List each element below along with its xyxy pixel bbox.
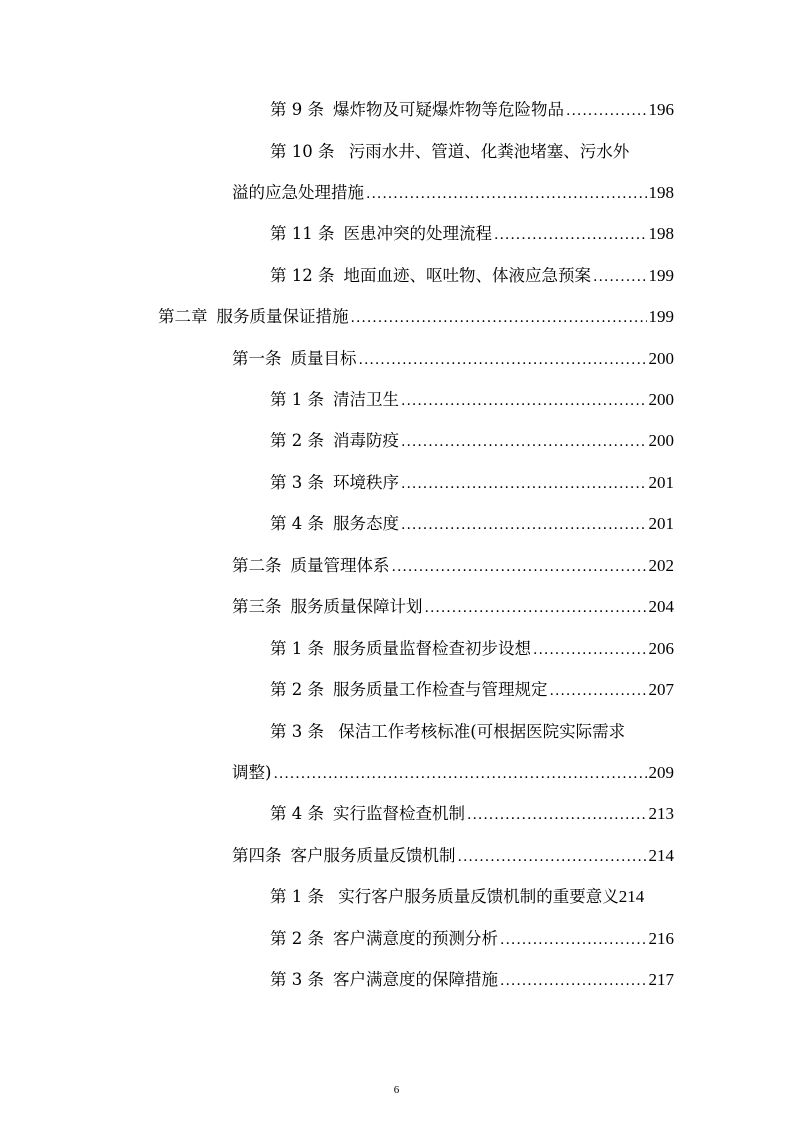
toc-entry[interactable] [270, 511, 674, 537]
leader-dots [467, 802, 647, 828]
toc-entry[interactable] [270, 428, 674, 454]
toc-entry[interactable] [270, 470, 674, 496]
toc-entry-title: 质量目标 [290, 349, 357, 368]
leader-dots [366, 181, 647, 207]
toc-entry[interactable] [270, 801, 674, 827]
toc-entry-page: 202 [648, 556, 674, 575]
toc-entry[interactable] [270, 926, 674, 952]
toc-entry-label: 第 9 条 [270, 100, 324, 119]
toc-entry-label: 第 2 条 [270, 680, 324, 699]
toc-entry-page: 196 [648, 100, 674, 119]
leader-dots [550, 678, 647, 704]
toc-entry-continuation[interactable] [232, 760, 674, 786]
toc-entry[interactable] [270, 387, 674, 413]
leader-dots [401, 388, 647, 414]
toc-entry-label: 第 3 条 [270, 970, 324, 989]
toc-entry[interactable] [270, 263, 674, 289]
toc-entry-label: 第 1 条 [270, 390, 324, 409]
leader-dots [401, 512, 647, 538]
toc-entry-page: 199 [648, 307, 674, 326]
leader-dots [533, 637, 647, 663]
toc-entry-page: 207 [648, 680, 674, 699]
toc-entry-title: 实行监督检查机制 [333, 804, 465, 823]
toc-entry-title: 污雨水井、管道、化粪池堵塞、污水外 [348, 142, 630, 161]
toc-entry[interactable] [270, 677, 674, 703]
toc-entry-continuation[interactable] [232, 180, 674, 206]
toc-entry-page: 214 [618, 887, 645, 906]
toc-entry-page: 199 [648, 266, 674, 285]
toc-entry-page: 201 [648, 473, 674, 492]
toc-entry-title: 客户满意度的保障措施 [333, 970, 498, 989]
toc-entry-page: 217 [648, 970, 674, 989]
toc-entry-title: 客户服务质量反馈机制 [290, 846, 456, 865]
leader-dots [500, 968, 647, 994]
toc-entry-label: 第 2 条 [270, 929, 324, 948]
toc-entry-title: 质量管理体系 [290, 556, 390, 575]
toc-section-entry[interactable] [232, 553, 674, 579]
toc-entry-page: 198 [648, 183, 674, 202]
leader-dots [458, 844, 647, 870]
leader-dots [500, 927, 647, 953]
toc-entry-page: 200 [648, 390, 674, 409]
toc-entry-label: 第 3 条 [270, 722, 324, 741]
toc-entry-page: 216 [648, 929, 674, 948]
toc-entry-title: 服务质量工作检查与管理规定 [333, 680, 548, 699]
toc-entry-page: 206 [648, 639, 674, 658]
toc-entry-page: 200 [648, 431, 674, 450]
toc-entry-label: 第四条 [232, 846, 282, 865]
leader-dots [273, 761, 646, 787]
toc-entry-title: 环境秩序 [333, 473, 399, 492]
toc-entry-title-continued: 调整) [232, 763, 272, 782]
toc-section-entry[interactable] [232, 843, 674, 869]
leader-dots [359, 347, 647, 373]
toc-entry-label: 第二条 [232, 556, 282, 575]
toc-entry-title: 清洁卫生 [333, 390, 399, 409]
toc-entry-title-continued: 溢的应急处理措施 [232, 183, 364, 202]
toc-entry-title: 保洁工作考核标准(可根据医院实际需求 [338, 722, 626, 741]
toc-entry[interactable] [270, 719, 674, 745]
toc-entry-page: 204 [648, 597, 674, 616]
toc-entry-title: 医患冲突的处理流程 [343, 224, 492, 243]
toc-entry-label: 第 2 条 [270, 431, 324, 450]
leader-dots [351, 305, 647, 331]
toc-entry[interactable] [270, 97, 674, 123]
toc-entry-label: 第三条 [232, 597, 282, 616]
toc-entry-page: 200 [648, 349, 674, 368]
toc-entry[interactable] [270, 139, 674, 165]
leader-dots [593, 264, 647, 290]
toc-entry-page: 198 [648, 224, 674, 243]
toc-entry-label: 第 12 条 [270, 266, 335, 285]
toc-entry[interactable] [270, 636, 674, 662]
toc-entry[interactable] [270, 884, 682, 910]
toc-entry-page: 201 [648, 514, 674, 533]
toc-entry-label: 第 4 条 [270, 514, 324, 533]
leader-dots [494, 222, 647, 248]
toc-entry-page: 209 [648, 763, 674, 782]
toc-entry-label: 第二章 [158, 307, 208, 326]
toc-section-entry[interactable] [232, 594, 674, 620]
toc-entry-title: 地面血迹、呕吐物、体液应急预案 [343, 266, 591, 285]
leader-dots [566, 98, 647, 124]
page-number: 6 [393, 1084, 400, 1096]
toc-entry-label: 第 4 条 [270, 804, 324, 823]
toc-entry-title: 客户满意度的预测分析 [333, 929, 498, 948]
toc-entry-label: 第 1 条 [270, 639, 324, 658]
leader-dots [401, 429, 647, 455]
toc-entry-title: 服务质量保障计划 [290, 597, 423, 616]
toc-entry-label: 第 1 条 [270, 887, 324, 906]
toc-entry-title: 实行客户服务质量反馈机制的重要意义 [338, 887, 619, 906]
toc-entry-title: 消毒防疫 [333, 431, 399, 450]
toc-entry-title: 服务质量保证措施 [216, 307, 349, 326]
toc-entry-label: 第一条 [232, 349, 282, 368]
toc-entry-label: 第 10 条 [270, 142, 335, 161]
leader-dots [392, 554, 647, 580]
toc-entry-label: 第 11 条 [270, 224, 335, 243]
leader-dots [425, 595, 647, 621]
toc-entry-title: 服务态度 [333, 514, 399, 533]
toc-entry-page: 214 [648, 846, 674, 865]
toc-section-entry[interactable] [232, 346, 674, 372]
toc-entry-page: 213 [648, 804, 674, 823]
toc-entry-label: 第 3 条 [270, 473, 324, 492]
leader-dots [401, 471, 647, 497]
toc-chapter-entry[interactable] [158, 304, 674, 330]
toc-entry[interactable] [270, 221, 674, 247]
toc-entry[interactable] [270, 967, 674, 993]
toc-entry-title: 爆炸物及可疑爆炸物等危险物品 [333, 100, 564, 119]
toc-entry-title: 服务质量监督检查初步设想 [333, 639, 531, 658]
